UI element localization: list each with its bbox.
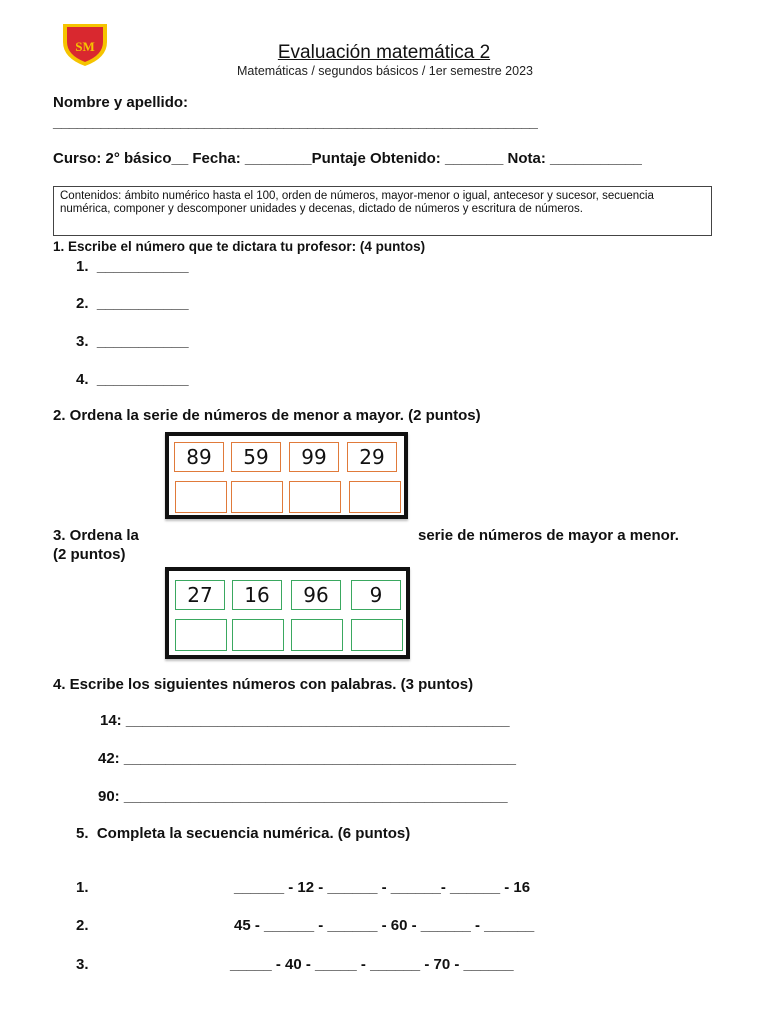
q4-item[interactable]: 90: ______________________________________________ [98, 788, 508, 805]
q1-item[interactable]: 3. ___________ [76, 333, 189, 350]
q5-sequence[interactable]: 45 - ______ - ______ - 60 - ______ - ______ [234, 917, 535, 934]
q1-item[interactable]: 1. ___________ [76, 258, 189, 275]
q5-row-number: 1. [76, 879, 89, 896]
page-subtitle: Matemáticas / segundos básicos / 1er semestre 2023 [237, 64, 533, 78]
q2-answer-box[interactable] [349, 481, 401, 513]
q1-prompt: 1. Escribe el número que te dictara tu profesor: (4 puntos) [53, 239, 426, 254]
q5-row-number: 2. [76, 917, 89, 934]
q3-points: (2 puntos) [53, 546, 126, 563]
q2-number-frame [165, 432, 408, 519]
q4-prompt: 4. Escribe los siguientes números con palabras. (3 puntos) [53, 676, 474, 693]
page-title: Evaluación matemática 2 [277, 42, 491, 63]
q3-answer-box[interactable] [351, 619, 403, 651]
name-label: Nombre y apellido: [53, 94, 189, 111]
name-line[interactable]: _____________________________________________________________ [53, 114, 538, 131]
contents-box: Contenidos: ámbito numérico hasta el 100, orden de números, mayor-menor o igual, antecesor y sucesor, secuencia numérica, componer y descomponer unidades y decenas, dictado de números y escritura de números. [53, 186, 712, 236]
q3-prompt-start: 3. Ordena la [53, 527, 139, 544]
q4-item[interactable]: 42: _______________________________________________ [98, 750, 516, 767]
q2-number: 99 [289, 442, 339, 472]
q2-number: 89 [174, 442, 224, 472]
q1-item[interactable]: 4. ___________ [76, 371, 189, 388]
course-info-line: Curso: 2° básico__ Fecha: ________Puntaje Obtenido: _______ Nota: ___________ [53, 150, 642, 167]
q3-answer-box[interactable] [232, 619, 284, 651]
q5-prompt: 5. Completa la secuencia numérica. (6 puntos) [76, 825, 411, 842]
q1-item[interactable]: 2. ___________ [76, 295, 189, 312]
q5-sequence[interactable]: ______ - 12 - ______ - ______- ______ - 16 [234, 879, 531, 896]
q2-number: 29 [347, 442, 397, 472]
q2-prompt: 2. Ordena la serie de números de menor a mayor. (2 puntos) [53, 407, 481, 424]
q3-number-frame [165, 567, 410, 659]
q2-answer-box[interactable] [175, 481, 227, 513]
q3-number: 9 [351, 580, 401, 610]
q2-answer-box[interactable] [289, 481, 341, 513]
q3-number: 96 [291, 580, 341, 610]
logo-initials: SM [75, 39, 95, 54]
q2-number: 59 [231, 442, 281, 472]
q5-sequence[interactable]: _____ - 40 - _____ - ______ - 70 - ______ [230, 956, 514, 973]
q3-number: 27 [175, 580, 225, 610]
q4-item[interactable]: 14: ______________________________________________ [100, 712, 510, 729]
q3-number: 16 [232, 580, 282, 610]
q5-row-number: 3. [76, 956, 89, 973]
q3-prompt-end: serie de números de mayor a menor. [418, 527, 679, 544]
q3-answer-box[interactable] [291, 619, 343, 651]
q2-answer-box[interactable] [231, 481, 283, 513]
q3-answer-box[interactable] [175, 619, 227, 651]
